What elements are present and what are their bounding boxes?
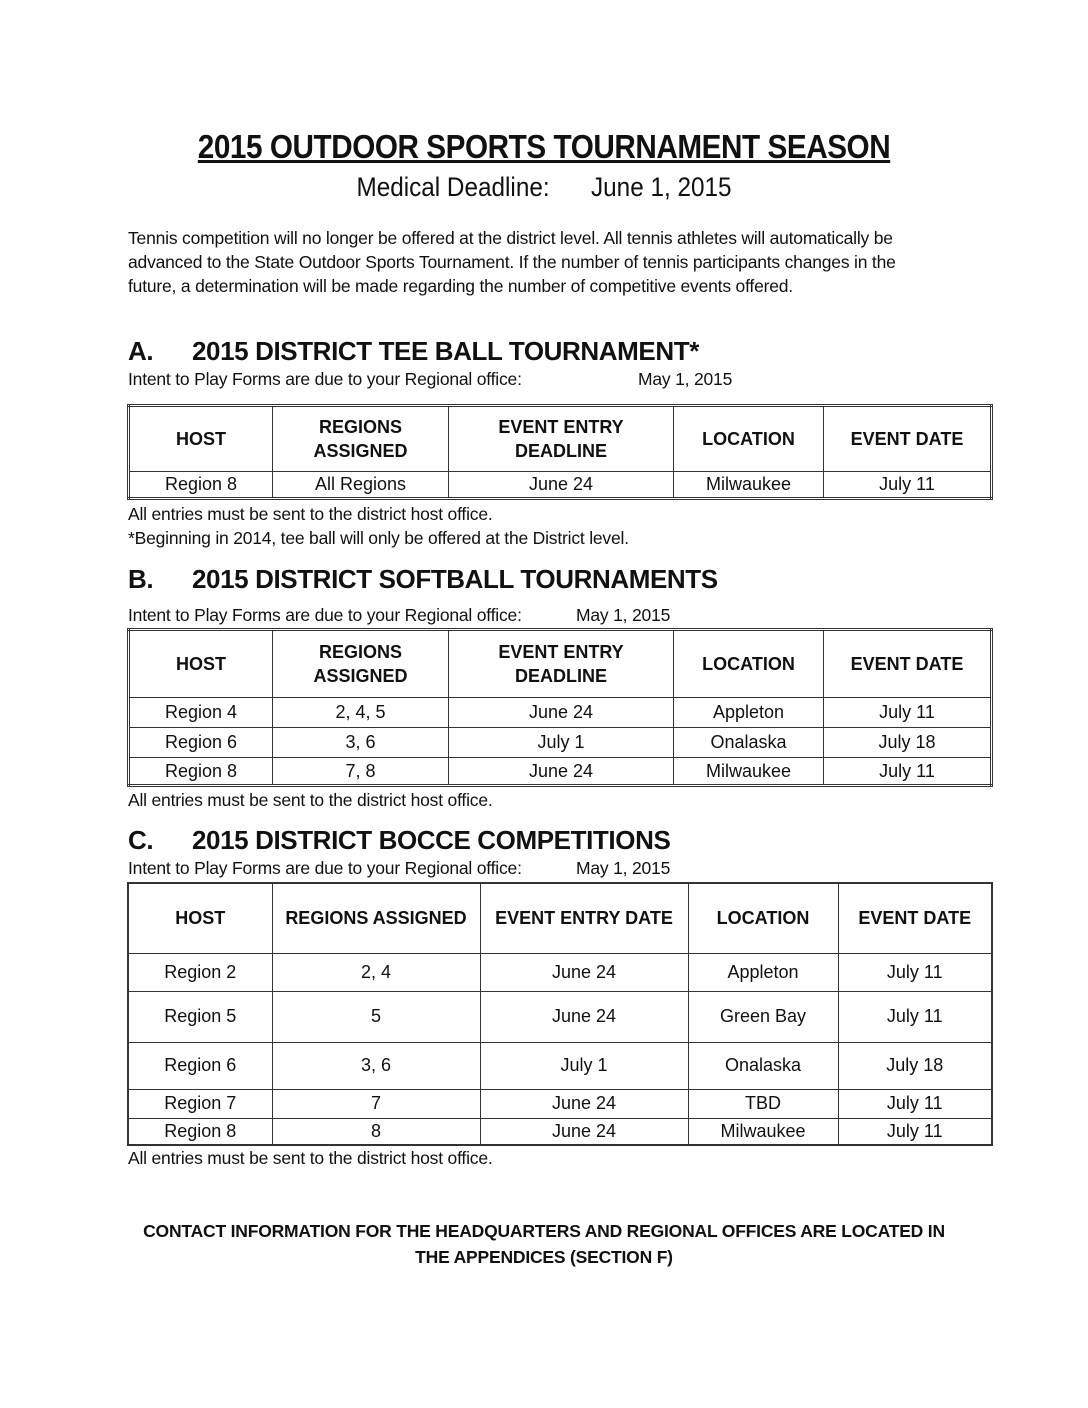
intent-label: Intent to Play Forms are due to your Regional office: [128,605,522,625]
section-b-intent [128,605,671,626]
table-cell: July 11 [838,1118,992,1145]
intro-line: future, a determination will be made regarding the number of competitive events offered. [128,276,793,296]
table-cell: Onalaska [674,728,824,758]
table-cell: June 24 [480,991,688,1042]
table-header-row [129,630,992,698]
table-cell: Region 8 [129,758,273,786]
section-a-heading [128,336,699,367]
table-cell: Region 8 [129,472,273,499]
header-cell: EVENT ENTRY DATE [480,883,688,953]
table-cell: Region 8 [128,1118,272,1145]
section-c-intent [128,858,671,879]
table-cell: Region 2 [128,953,272,991]
table-cell: 3, 6 [272,1042,480,1089]
section-letter: B. [128,564,154,594]
table-cell: All Regions [273,472,449,499]
table-cell: July 11 [838,953,992,991]
table-cell: July 11 [824,472,992,499]
section-a-intent [128,369,733,390]
table-header-row [129,406,992,472]
intent-label: Intent to Play Forms are due to your Regional office: [128,858,522,878]
header-cell: HOST [128,883,272,953]
table-row [128,953,992,991]
header-cell: REGIONS ASSIGNED [273,406,449,472]
section-title: 2015 DISTRICT TEE BALL TOURNAMENT* [192,336,699,366]
header-cell: EVENT DATE [838,883,992,953]
table-cell: Green Bay [688,991,838,1042]
table-cell: Region 5 [128,991,272,1042]
table-cell: Appleton [688,953,838,991]
header-cell: EVENT DATE [824,406,992,472]
table-cell: June 24 [480,1089,688,1118]
section-b-heading [128,564,718,595]
section-c-heading [128,825,670,856]
table-cell: 7, 8 [273,758,449,786]
page-title: 2015 OUTDOOR SPORTS TOURNAMENT SEASON [197,128,891,165]
table-cell: Milwaukee [688,1118,838,1145]
medical-deadline [54,172,1033,203]
table-cell: July 18 [838,1042,992,1089]
table-cell: 5 [272,991,480,1042]
intent-date: May 1, 2015 [576,605,671,625]
section-letter: A. [128,336,154,366]
intent-label: Intent to Play Forms are due to your Regional office: [128,369,522,389]
section-title: 2015 DISTRICT BOCCE COMPETITIONS [192,825,671,855]
intro-line: Tennis competition will no longer be offered at the district level. All tennis athletes will automatically be [128,228,893,248]
intro-paragraph [128,226,968,298]
table-cell: 8 [272,1118,480,1145]
table-row [129,472,992,499]
table-cell: June 24 [449,698,674,728]
table-cell: Region 6 [129,728,273,758]
table-cell: 2, 4 [272,953,480,991]
header-cell: EVENT ENTRY DEADLINE [449,406,674,472]
table-header-row [128,883,992,953]
header-cell: LOCATION [674,630,824,698]
section-c-note: All entries must be sent to the district host office. [128,1148,493,1168]
bocce-table [127,882,993,1146]
medical-deadline-label: Medical Deadline: [356,172,550,202]
table-cell: June 24 [449,758,674,786]
medical-deadline-date: June 1, 2015 [591,172,732,202]
header-cell: HOST [129,630,273,698]
intro-line: advanced to the State Outdoor Sports Tournament. If the number of tennis participants changes in the [128,252,896,272]
tee-ball-table [127,404,993,500]
table-row [128,1089,992,1118]
section-letter: C. [128,825,154,855]
section-a-footnote: *Beginning in 2014, tee ball will only be offered at the District level. [128,528,629,548]
table-cell: July 1 [449,728,674,758]
header-cell: LOCATION [688,883,838,953]
intent-date: May 1, 2015 [638,369,733,389]
table-cell: 2, 4, 5 [273,698,449,728]
table-cell: Region 7 [128,1089,272,1118]
table-row [128,991,992,1042]
section-b-note: All entries must be sent to the district host office. [128,790,493,810]
section-a-note: All entries must be sent to the district host office. [128,504,493,524]
table-cell: July 11 [824,698,992,728]
table-cell: June 24 [480,1118,688,1145]
table-cell: July 1 [480,1042,688,1089]
table-row [129,728,992,758]
table-row [128,1042,992,1089]
contact-line: CONTACT INFORMATION FOR THE HEADQUARTERS AND REGIONAL OFFICES ARE LOCATED IN [143,1221,945,1241]
table-row [128,1118,992,1145]
header-cell: REGIONS ASSIGNED [272,883,480,953]
table-cell: July 18 [824,728,992,758]
header-cell: REGIONS ASSIGNED [273,630,449,698]
table-cell: 7 [272,1089,480,1118]
table-cell: July 11 [838,1089,992,1118]
table-cell: Appleton [674,698,824,728]
table-cell: July 11 [838,991,992,1042]
table-cell: June 24 [449,472,674,499]
section-title: 2015 DISTRICT SOFTBALL TOURNAMENTS [192,564,718,594]
table-cell: Region 6 [128,1042,272,1089]
header-cell: LOCATION [674,406,824,472]
contact-line: THE APPENDICES (SECTION F) [415,1247,673,1267]
table-cell: June 24 [480,953,688,991]
header-cell: EVENT DATE [824,630,992,698]
table-row [129,758,992,786]
table-cell: Region 4 [129,698,273,728]
table-cell: Onalaska [688,1042,838,1089]
intent-date: May 1, 2015 [576,858,671,878]
contact-information [0,1218,1088,1270]
table-row [129,698,992,728]
header-cell: HOST [129,406,273,472]
table-cell: 3, 6 [273,728,449,758]
softball-table [127,628,993,787]
table-cell: TBD [688,1089,838,1118]
header-cell: EVENT ENTRY DEADLINE [449,630,674,698]
table-cell: July 11 [824,758,992,786]
table-cell: Milwaukee [674,472,824,499]
table-cell: Milwaukee [674,758,824,786]
